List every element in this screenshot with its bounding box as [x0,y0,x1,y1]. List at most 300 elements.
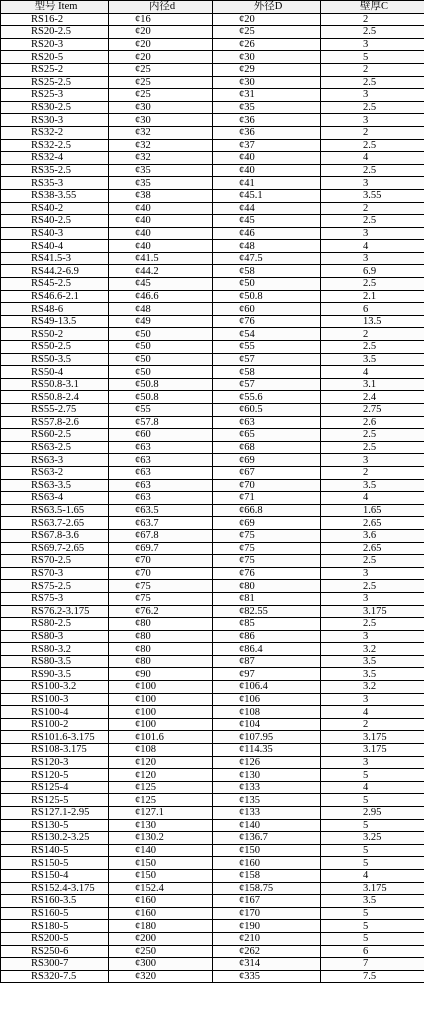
wall-thickness-cell: 2.95 [321,807,424,820]
inner-diameter-cell: ¢140 [109,844,213,857]
inner-diameter-cell: ¢49 [109,315,213,328]
outer-diameter-cell: ¢35 [213,101,321,114]
wall-thickness-cell: 3.25 [321,832,424,845]
table-row [1,932,424,945]
outer-diameter-cell: ¢106 [213,693,321,706]
outer-diameter-cell: ¢158.75 [213,882,321,895]
inner-diameter-cell: ¢90 [109,668,213,681]
outer-diameter-cell: ¢63 [213,416,321,429]
table-row [1,89,424,102]
model-cell: RS25-3 [1,89,109,102]
outer-diameter-cell: ¢170 [213,907,321,920]
inner-diameter-cell: ¢80 [109,618,213,631]
outer-diameter-cell: ¢25 [213,26,321,39]
model-cell: RS49-13.5 [1,315,109,328]
inner-diameter-cell: ¢200 [109,932,213,945]
model-cell: RS130.2-3.25 [1,832,109,845]
wall-thickness-cell: 6 [321,945,424,958]
inner-diameter-cell: ¢48 [109,303,213,316]
inner-diameter-cell: ¢120 [109,769,213,782]
table-row [1,844,424,857]
model-cell: RS40-4 [1,240,109,253]
wall-thickness-cell: 3 [321,114,424,127]
outer-diameter-cell: ¢314 [213,958,321,971]
inner-diameter-cell: ¢46.6 [109,290,213,303]
outer-diameter-cell: ¢86.4 [213,643,321,656]
wall-thickness-cell: 2.5 [321,139,424,152]
inner-diameter-cell: ¢76.2 [109,605,213,618]
outer-diameter-cell: ¢107.95 [213,731,321,744]
model-cell: RS75-2.5 [1,580,109,593]
table-row [1,290,424,303]
outer-diameter-cell: ¢36 [213,114,321,127]
wall-thickness-cell: 3.175 [321,605,424,618]
table-row [1,857,424,870]
table-row [1,404,424,417]
model-cell: RS32-4 [1,152,109,165]
outer-diameter-cell: ¢50 [213,278,321,291]
inner-diameter-cell: ¢180 [109,920,213,933]
model-cell: RS63-3 [1,454,109,467]
outer-diameter-cell: ¢58 [213,265,321,278]
outer-diameter-cell: ¢75 [213,555,321,568]
inner-diameter-cell: ¢40 [109,215,213,228]
inner-diameter-cell: ¢101.6 [109,731,213,744]
table-row [1,114,424,127]
outer-diameter-cell: ¢55.6 [213,391,321,404]
table-row [1,227,424,240]
inner-diameter-cell: ¢70 [109,555,213,568]
outer-diameter-cell: ¢160 [213,857,321,870]
wall-thickness-cell: 6.9 [321,265,424,278]
model-cell: RS300-7 [1,958,109,971]
wall-thickness-cell: 3 [321,454,424,467]
wall-thickness-cell: 13.5 [321,315,424,328]
model-cell: RS80-3.2 [1,643,109,656]
wall-thickness-cell: 5 [321,844,424,857]
table-row [1,202,424,215]
model-cell: RS120-5 [1,769,109,782]
table-row [1,252,424,265]
wall-thickness-cell: 3 [321,89,424,102]
wall-thickness-cell: 2.5 [321,580,424,593]
outer-diameter-cell: ¢104 [213,718,321,731]
wall-thickness-cell: 2.4 [321,391,424,404]
outer-diameter-cell: ¢85 [213,618,321,631]
table-row [1,769,424,782]
inner-diameter-cell: ¢320 [109,970,213,983]
inner-diameter-cell: ¢55 [109,404,213,417]
wall-thickness-cell: 2.5 [321,278,424,291]
wall-thickness-cell: 3.1 [321,378,424,391]
inner-diameter-cell: ¢40 [109,227,213,240]
model-cell: RS32-2 [1,126,109,139]
wall-thickness-cell: 3.5 [321,353,424,366]
outer-diameter-cell: ¢75 [213,542,321,555]
table-row [1,681,424,694]
outer-diameter-cell: ¢41 [213,177,321,190]
outer-diameter-cell: ¢57 [213,353,321,366]
inner-diameter-cell: ¢25 [109,89,213,102]
wall-thickness-cell: 2.65 [321,517,424,530]
inner-diameter-cell: ¢50 [109,328,213,341]
table-row [1,353,424,366]
table-row [1,101,424,114]
outer-diameter-cell: ¢167 [213,895,321,908]
model-cell: RS16-2 [1,13,109,26]
wall-thickness-cell: 2 [321,126,424,139]
table-row [1,152,424,165]
table-row [1,630,424,643]
wall-thickness-cell: 2 [321,63,424,76]
outer-diameter-cell: ¢210 [213,932,321,945]
inner-diameter-cell: ¢35 [109,177,213,190]
inner-diameter-cell: ¢130 [109,819,213,832]
outer-diameter-cell: ¢50.8 [213,290,321,303]
table-row [1,832,424,845]
wall-thickness-cell: 3 [321,592,424,605]
model-cell: RS125-4 [1,781,109,794]
model-cell: RS50-2.5 [1,341,109,354]
wall-thickness-cell: 4 [321,781,424,794]
wall-thickness-cell: 2.5 [321,215,424,228]
model-cell: RS20-3 [1,38,109,51]
inner-diameter-cell: ¢63 [109,454,213,467]
wall-thickness-cell: 5 [321,819,424,832]
wall-thickness-cell: 3 [321,756,424,769]
outer-diameter-cell: ¢69 [213,454,321,467]
table-row [1,819,424,832]
table-row [1,643,424,656]
inner-diameter-cell: ¢63 [109,441,213,454]
table-row [1,529,424,542]
model-cell: RS55-2.75 [1,404,109,417]
wall-thickness-cell: 5 [321,857,424,870]
outer-diameter-cell: ¢81 [213,592,321,605]
outer-diameter-cell: ¢26 [213,38,321,51]
model-cell: RS69.7-2.65 [1,542,109,555]
inner-diameter-cell: ¢50 [109,341,213,354]
inner-diameter-cell: ¢108 [109,744,213,757]
wall-thickness-cell: 3.55 [321,189,424,202]
table-row [1,366,424,379]
model-cell: RS45-2.5 [1,278,109,291]
model-cell: RS320-7.5 [1,970,109,983]
table-row [1,76,424,89]
table-row [1,13,424,26]
inner-diameter-cell: ¢38 [109,189,213,202]
table-row [1,655,424,668]
table-row [1,303,424,316]
inner-diameter-cell: ¢32 [109,152,213,165]
wall-thickness-cell: 2.1 [321,290,424,303]
model-cell: RS25-2 [1,63,109,76]
wall-thickness-cell: 5 [321,932,424,945]
inner-diameter-cell: ¢69.7 [109,542,213,555]
inner-diameter-cell: ¢20 [109,38,213,51]
inner-diameter-cell: ¢300 [109,958,213,971]
inner-diameter-cell: ¢150 [109,857,213,870]
table-row [1,441,424,454]
inner-diameter-cell: ¢30 [109,114,213,127]
outer-diameter-cell: ¢37 [213,139,321,152]
wall-thickness-cell: 3.2 [321,643,424,656]
inner-diameter-cell: ¢125 [109,794,213,807]
outer-diameter-cell: ¢30 [213,76,321,89]
outer-diameter-cell: ¢80 [213,580,321,593]
inner-diameter-cell: ¢63.5 [109,504,213,517]
table-row [1,731,424,744]
table-row [1,907,424,920]
outer-diameter-cell: ¢20 [213,13,321,26]
inner-diameter-cell: ¢50 [109,353,213,366]
wall-thickness-cell: 2.6 [321,416,424,429]
model-cell: RS150-4 [1,869,109,882]
model-cell: RS80-2.5 [1,618,109,631]
wall-thickness-cell: 4 [321,869,424,882]
outer-diameter-cell: ¢47.5 [213,252,321,265]
outer-diameter-cell: ¢130 [213,769,321,782]
inner-diameter-cell: ¢67.8 [109,529,213,542]
table-row [1,341,424,354]
table-row [1,668,424,681]
model-cell: RS100-2 [1,718,109,731]
model-cell: RS48-6 [1,303,109,316]
inner-diameter-cell: ¢50 [109,366,213,379]
model-cell: RS50.8-2.4 [1,391,109,404]
model-cell: RS35-2.5 [1,164,109,177]
model-cell: RS67.8-3.6 [1,529,109,542]
wall-thickness-cell: 3.5 [321,895,424,908]
outer-diameter-cell: ¢65 [213,429,321,442]
inner-diameter-cell: ¢20 [109,51,213,64]
table-row [1,756,424,769]
outer-diameter-cell: ¢69 [213,517,321,530]
wall-thickness-cell: 2.75 [321,404,424,417]
wall-thickness-cell: 3.175 [321,731,424,744]
model-cell: RS46.6-2.1 [1,290,109,303]
model-cell: RS125-5 [1,794,109,807]
wall-thickness-cell: 3 [321,252,424,265]
table-row [1,315,424,328]
model-cell: RS108-3.175 [1,744,109,757]
model-cell: RS38-3.55 [1,189,109,202]
table-row [1,479,424,492]
wall-thickness-cell: 2.5 [321,555,424,568]
outer-diameter-cell: ¢67 [213,466,321,479]
model-cell: RS80-3 [1,630,109,643]
wall-thickness-cell: 3.2 [321,681,424,694]
inner-diameter-cell: ¢80 [109,655,213,668]
inner-diameter-cell: ¢40 [109,202,213,215]
model-cell: RS63.7-2.65 [1,517,109,530]
outer-diameter-cell: ¢58 [213,366,321,379]
wall-thickness-cell: 7.5 [321,970,424,983]
inner-diameter-cell: ¢41.5 [109,252,213,265]
table-row [1,391,424,404]
model-cell: RS63-2 [1,466,109,479]
inner-diameter-cell: ¢100 [109,681,213,694]
model-cell: RS57.8-2.6 [1,416,109,429]
model-cell: RS50-2 [1,328,109,341]
inner-diameter-cell: ¢20 [109,26,213,39]
outer-diameter-cell: ¢70 [213,479,321,492]
table-row [1,26,424,39]
inner-diameter-cell: ¢75 [109,580,213,593]
table-body [1,13,424,983]
wall-thickness-cell: 2.5 [321,618,424,631]
model-cell: RS44.2-6.9 [1,265,109,278]
table-row [1,38,424,51]
wall-thickness-cell: 2 [321,328,424,341]
table-row [1,504,424,517]
inner-diameter-cell: ¢100 [109,693,213,706]
model-cell: RS70-3 [1,567,109,580]
wall-thickness-cell: 5 [321,920,424,933]
inner-diameter-cell: ¢16 [109,13,213,26]
table-row [1,416,424,429]
wall-thickness-cell: 4 [321,366,424,379]
inner-diameter-cell: ¢80 [109,630,213,643]
outer-diameter-cell: ¢44 [213,202,321,215]
outer-diameter-cell: ¢60 [213,303,321,316]
table-row [1,215,424,228]
table-row [1,51,424,64]
table-row [1,706,424,719]
outer-diameter-cell: ¢30 [213,51,321,64]
outer-diameter-cell: ¢86 [213,630,321,643]
inner-diameter-cell: ¢63 [109,492,213,505]
outer-diameter-cell: ¢136.7 [213,832,321,845]
inner-diameter-cell: ¢130.2 [109,832,213,845]
outer-diameter-cell: ¢54 [213,328,321,341]
model-cell: RS20-2.5 [1,26,109,39]
table-row [1,177,424,190]
model-cell: RS32-2.5 [1,139,109,152]
model-cell: RS180-5 [1,920,109,933]
wall-thickness-cell: 4 [321,706,424,719]
column-header-inner-diameter: 内径d [109,1,213,14]
model-cell: RS30-2.5 [1,101,109,114]
model-cell: RS101.6-3.175 [1,731,109,744]
wall-thickness-cell: 5 [321,907,424,920]
model-cell: RS152.4-3.175 [1,882,109,895]
outer-diameter-cell: ¢133 [213,781,321,794]
model-cell: RS35-3 [1,177,109,190]
model-cell: RS25-2.5 [1,76,109,89]
table-row [1,895,424,908]
outer-diameter-cell: ¢106.4 [213,681,321,694]
wall-thickness-cell: 3.5 [321,655,424,668]
outer-diameter-cell: ¢66.8 [213,504,321,517]
model-cell: RS80-3.5 [1,655,109,668]
table-row [1,920,424,933]
wall-thickness-cell: 3.6 [321,529,424,542]
table-row [1,63,424,76]
model-cell: RS150-5 [1,857,109,870]
inner-diameter-cell: ¢120 [109,756,213,769]
wall-thickness-cell: 3 [321,567,424,580]
model-cell: RS160-5 [1,907,109,920]
wall-thickness-cell: 7 [321,958,424,971]
outer-diameter-cell: ¢68 [213,441,321,454]
wall-thickness-cell: 2 [321,13,424,26]
table-row [1,189,424,202]
table-row [1,466,424,479]
outer-diameter-cell: ¢76 [213,315,321,328]
table-row [1,492,424,505]
inner-diameter-cell: ¢250 [109,945,213,958]
model-cell: RS40-2 [1,202,109,215]
wall-thickness-cell: 4 [321,152,424,165]
wall-thickness-cell: 2.5 [321,76,424,89]
outer-diameter-cell: ¢46 [213,227,321,240]
outer-diameter-cell: ¢150 [213,844,321,857]
table-row [1,164,424,177]
table-row [1,429,424,442]
model-cell: RS100-4 [1,706,109,719]
wall-thickness-cell: 2 [321,202,424,215]
table-row [1,693,424,706]
wall-thickness-cell: 3 [321,227,424,240]
table-row [1,970,424,983]
outer-diameter-cell: ¢82.55 [213,605,321,618]
table-row [1,378,424,391]
model-cell: RS63.5-1.65 [1,504,109,517]
wall-thickness-cell: 2.5 [321,429,424,442]
wall-thickness-cell: 2.5 [321,341,424,354]
table-row [1,744,424,757]
model-cell: RS63-2.5 [1,441,109,454]
wall-thickness-cell: 3 [321,177,424,190]
model-cell: RS50.8-3.1 [1,378,109,391]
inner-diameter-cell: ¢60 [109,429,213,442]
table-row [1,618,424,631]
wall-thickness-cell: 2.65 [321,542,424,555]
wall-thickness-cell: 2.5 [321,101,424,114]
column-header-wall-thickness: 壁厚C [321,1,424,14]
table-row [1,328,424,341]
model-cell: RS63-4 [1,492,109,505]
outer-diameter-cell: ¢75 [213,529,321,542]
wall-thickness-cell: 5 [321,51,424,64]
model-cell: RS100-3.2 [1,681,109,694]
inner-diameter-cell: ¢25 [109,63,213,76]
table-row [1,139,424,152]
outer-diameter-cell: ¢45.1 [213,189,321,202]
table-row [1,869,424,882]
outer-diameter-cell: ¢114.35 [213,744,321,757]
model-cell: RS140-5 [1,844,109,857]
wall-thickness-cell: 5 [321,794,424,807]
model-cell: RS200-5 [1,932,109,945]
outer-diameter-cell: ¢126 [213,756,321,769]
model-cell: RS41.5-3 [1,252,109,265]
model-cell: RS20-5 [1,51,109,64]
table-row [1,265,424,278]
wall-thickness-cell: 3.175 [321,744,424,757]
model-cell: RS50-3.5 [1,353,109,366]
wall-thickness-cell: 2.5 [321,441,424,454]
outer-diameter-cell: ¢190 [213,920,321,933]
outer-diameter-cell: ¢158 [213,869,321,882]
wall-thickness-cell: 4 [321,492,424,505]
outer-diameter-cell: ¢29 [213,63,321,76]
outer-diameter-cell: ¢140 [213,819,321,832]
table-row [1,126,424,139]
model-cell: RS76.2-3.175 [1,605,109,618]
wall-thickness-cell: 2.5 [321,26,424,39]
